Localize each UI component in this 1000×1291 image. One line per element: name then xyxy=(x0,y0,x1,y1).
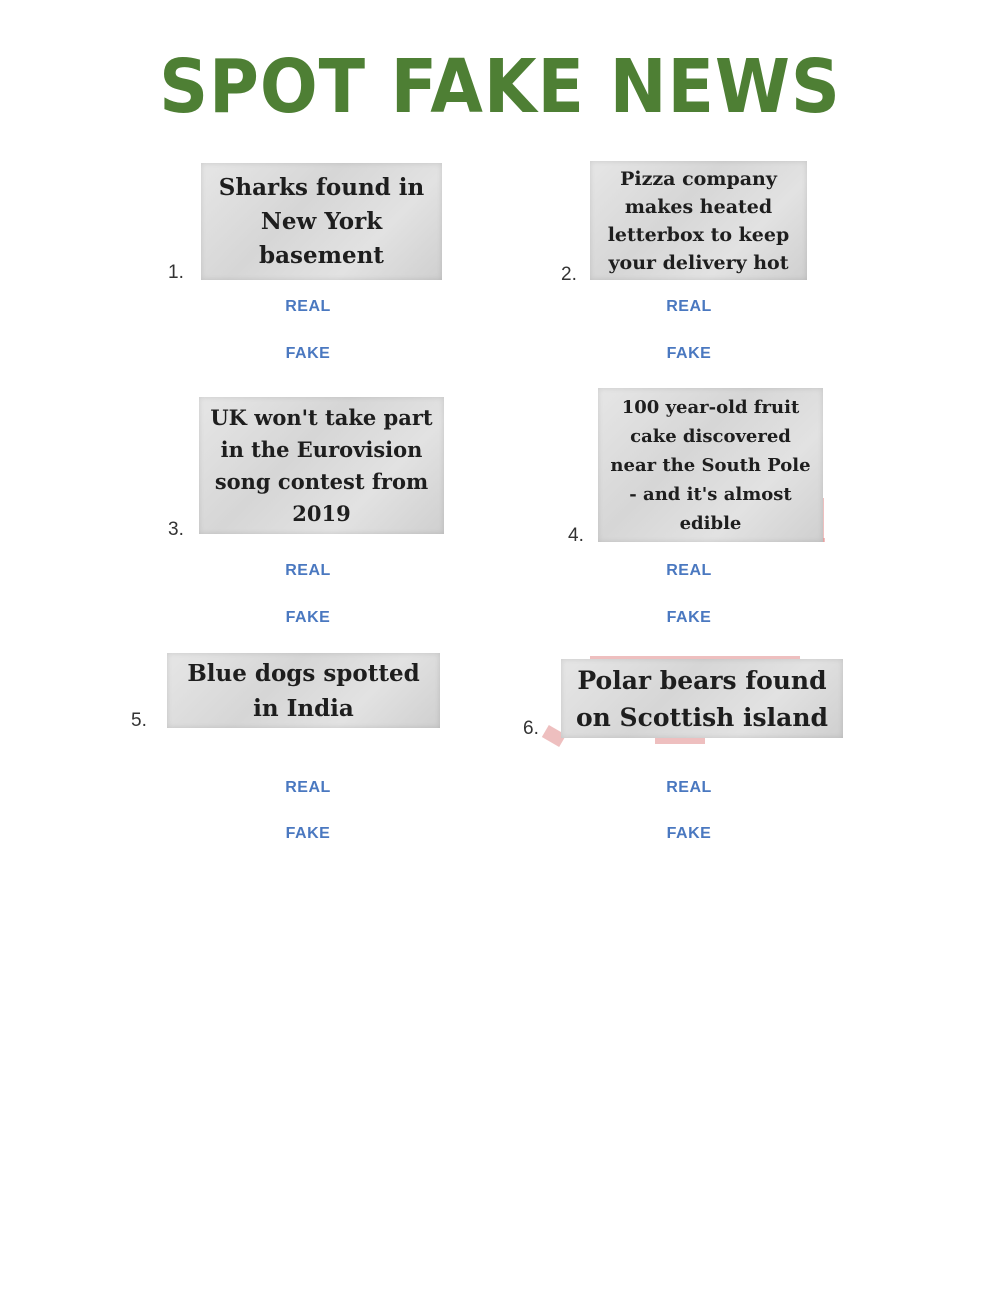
item-number: 2. xyxy=(561,264,577,285)
item-number: 4. xyxy=(568,525,584,546)
page-title: SPOT FAKE NEWS xyxy=(159,44,841,130)
headline-text: Pizza company makes heated letterbox to keep your delivery hot xyxy=(607,167,790,274)
fake-option[interactable]: FAKE xyxy=(666,609,712,626)
real-option[interactable]: REAL xyxy=(666,298,712,315)
fake-option[interactable]: FAKE xyxy=(285,609,331,626)
fake-option[interactable]: FAKE xyxy=(666,345,712,362)
headline-text: UK won't take part in the Eurovision song contest from 2019 xyxy=(210,404,433,526)
real-option[interactable]: REAL xyxy=(666,779,712,796)
headline-text: Sharks found in New York basement xyxy=(218,173,425,269)
headline-text: Blue dogs spotted in India xyxy=(187,659,420,722)
headline-text: 100 year-old fruit cake discovered near the South Pole - and it's almost edible xyxy=(610,396,811,534)
headline-clipping xyxy=(167,653,440,728)
item-number: 1. xyxy=(168,262,184,283)
real-option[interactable]: REAL xyxy=(285,779,331,796)
real-option[interactable]: REAL xyxy=(285,298,331,315)
fake-option[interactable]: FAKE xyxy=(285,825,331,842)
real-option[interactable]: REAL xyxy=(285,562,331,579)
item-number: 3. xyxy=(168,519,184,540)
fake-option[interactable]: FAKE xyxy=(666,825,712,842)
red-paper-mark xyxy=(655,738,705,744)
headline-clipping xyxy=(201,163,442,280)
item-number: 5. xyxy=(131,710,147,731)
headline-clipping xyxy=(590,161,807,280)
item-number: 6. xyxy=(523,718,539,739)
headline-clipping xyxy=(199,397,444,534)
real-option[interactable]: REAL xyxy=(666,562,712,579)
headline-clipping xyxy=(598,388,823,542)
headline-text: Polar bears found on Scottish island xyxy=(576,665,828,732)
fake-option[interactable]: FAKE xyxy=(285,345,331,362)
headline-clipping xyxy=(561,659,843,738)
